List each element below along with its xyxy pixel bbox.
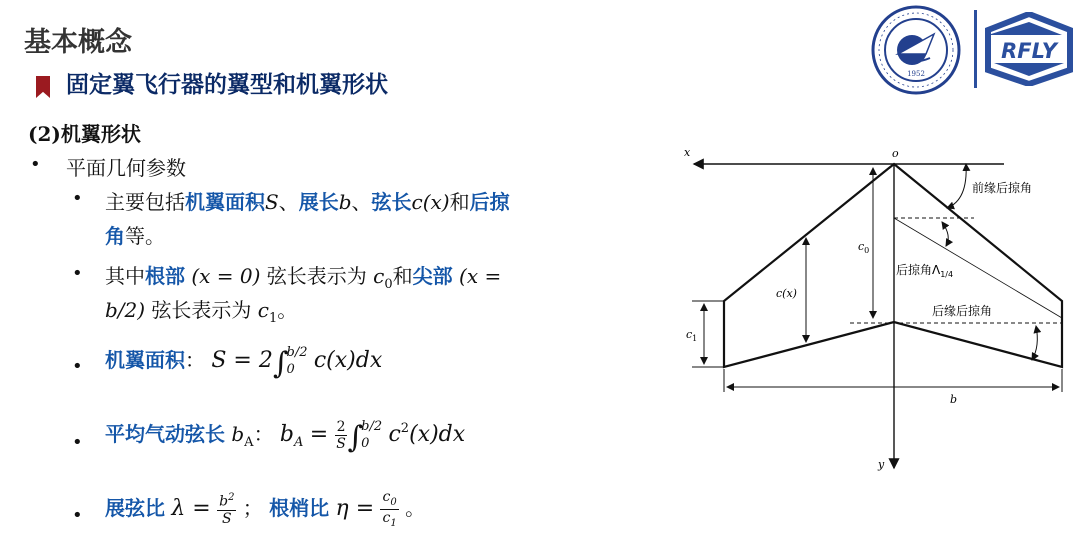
page-title: 基本概念: [24, 27, 132, 58]
le-sweep-arc: [947, 164, 966, 208]
section-marker-icon: [36, 76, 50, 98]
bullet-dot: •: [72, 505, 83, 526]
rfly-logo: [984, 12, 1074, 86]
bullet-dot: •: [72, 263, 83, 284]
bullet-dot: •: [72, 432, 83, 453]
te-sweep-label: 后缘后掠角: [932, 304, 993, 318]
chord-x-label: c(x): [776, 287, 797, 300]
span-label: b: [950, 393, 958, 406]
bullet-main: 平面几何参数: [66, 156, 186, 180]
beihang-logo: [868, 4, 964, 96]
tip-chord-label: $c_1$: [686, 328, 698, 343]
y-axis-label: y: [878, 458, 885, 471]
le-sweep-label: 前缘后掠角: [972, 181, 1033, 195]
qc-sweep-label: 后掠角$\Lambda_{1/4}$: [896, 263, 954, 279]
bullet-1-line2: 角等。: [105, 224, 165, 248]
rfly-logo-text: RFLY: [1001, 39, 1057, 63]
qc-sweep-arc: [942, 222, 948, 246]
te-sweep-arc: [1032, 326, 1037, 360]
wing-planform-diagram: [670, 140, 1080, 480]
section-title: (2)机翼形状: [28, 122, 141, 146]
x-axis-label: x: [684, 146, 691, 159]
page-subtitle: 固定翼飞行器的翼型和机翼形状: [66, 72, 388, 98]
bullet-dot: •: [30, 154, 41, 175]
formula-wing-area: 机翼面积： S = 2∫ b/2 0 c(x)dx: [105, 345, 383, 381]
logo-year: 1952: [907, 70, 925, 78]
formula-ratios: 展弦比 λ = $\frac{b^2}{S}$ ； 根梢比 η = $\frac{c_0}{c_1}$ 。: [105, 489, 426, 529]
bullet-dot: •: [72, 188, 83, 209]
bullet-2-line1: 其中根部 (x = 0) 弦长表示为 $c_0$和尖部 (x =: [105, 264, 502, 292]
bullet-2-line2: b/2) 弦长表示为 $c_1$。: [105, 298, 298, 326]
bullet-dot: •: [72, 356, 83, 377]
origin-label: o: [892, 147, 899, 160]
root-chord-label: $c_0$: [858, 240, 870, 255]
logo-divider: [974, 10, 977, 88]
formula-mean-chord: 平均气动弦长 $b_A$： $b_A$ = $\frac{2}{S}$ ∫ b/2 0 $c^2(x)dx$: [105, 419, 466, 455]
bullet-1-line1: 主要包括机翼面积S、展长b、弦长c(x)和后掠: [105, 190, 510, 214]
